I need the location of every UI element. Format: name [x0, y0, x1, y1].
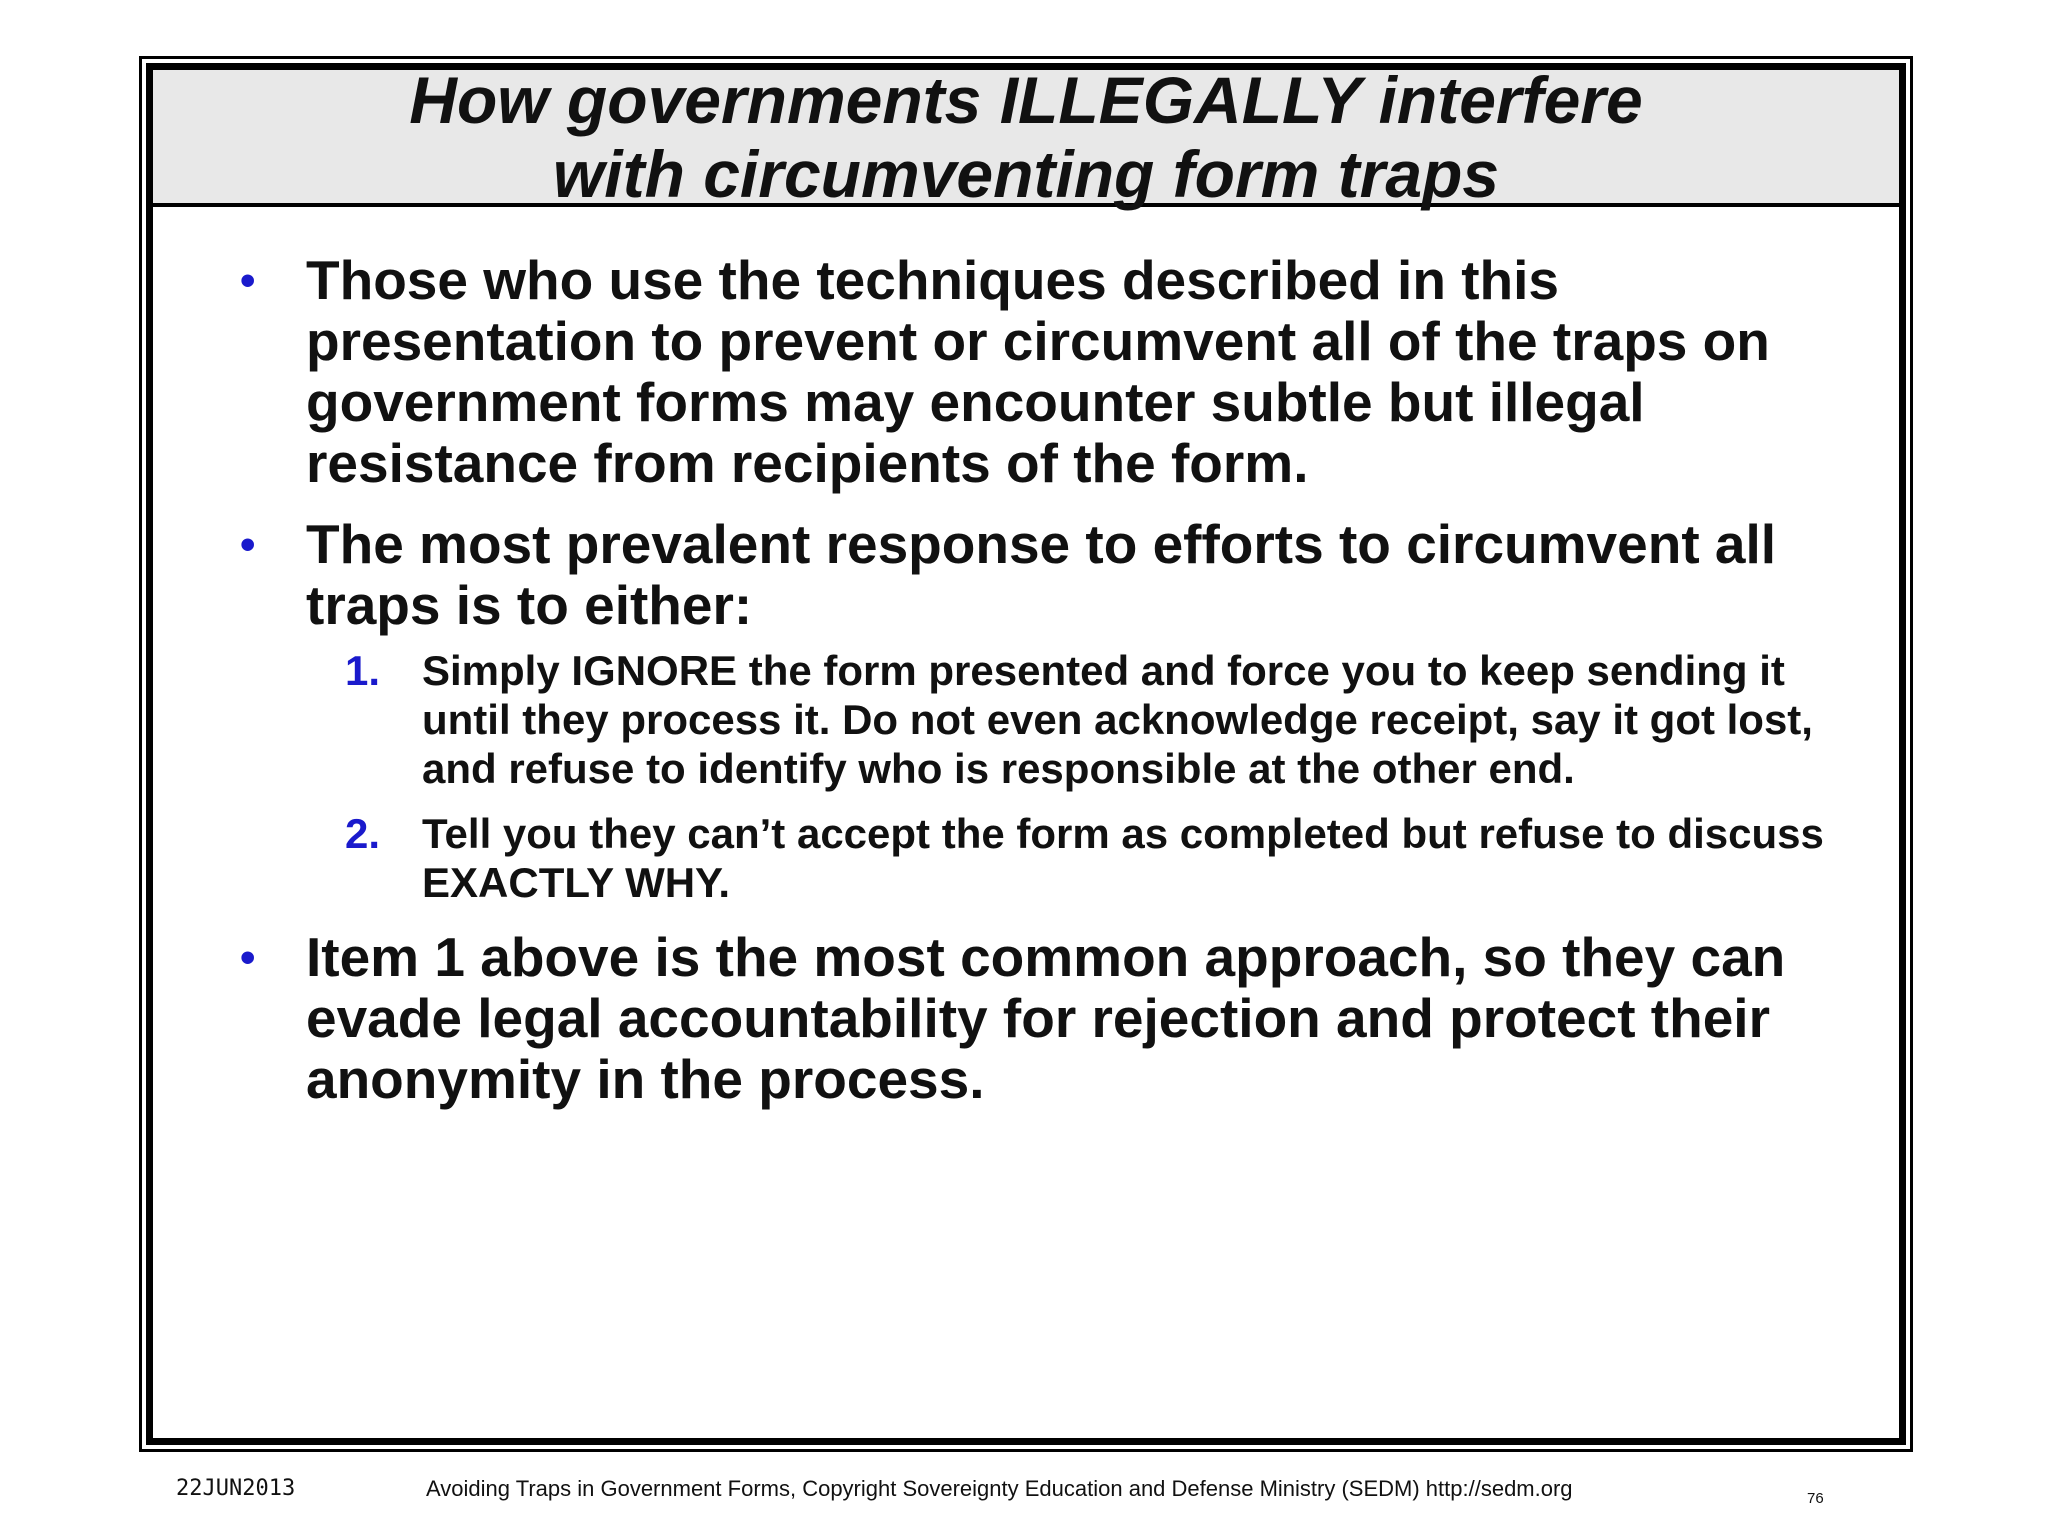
bullet-text: Item 1 above is the most common approach, so they can evade legal accountability for rejection and protect their anonymity in the process.: [306, 926, 1786, 1110]
item-text: Simply IGNORE the form presented and force you to keep sending it until they process it. Do not even acknowledge receipt, say it got lost, and refuse to identify who is responsible at the other end.: [422, 647, 1813, 792]
footer-page-number: 76: [1807, 1490, 1824, 1507]
slide-footer: [0, 1476, 2048, 1516]
numbered-sublist: [230, 646, 1850, 907]
bullet-icon: •: [240, 520, 256, 569]
numbered-item-2: [345, 809, 1850, 907]
footer-date: 22JUN2013: [176, 1476, 296, 1501]
item-number: 2.: [345, 810, 381, 857]
bullet-item-3: [230, 927, 1850, 1110]
footer-copyright: Avoiding Traps in Government Forms, Copyright Sovereignty Education and Defense Ministry (SEDM) http://sedm.org: [426, 1476, 1573, 1501]
bullet-text: The most prevalent response to efforts to circumvent all traps is to either:: [306, 513, 1777, 636]
numbered-item-1: [345, 646, 1850, 793]
slide-title-line-1: How governments ILLEGALLY interfere: [409, 62, 1643, 137]
item-text: Tell you they can’t accept the form as completed but refuse to discuss EXACTLY WHY.: [422, 810, 1824, 906]
bullet-icon: •: [240, 933, 256, 982]
bullet-text: Those who use the techniques described in this presentation to prevent or circumvent all of the traps on government forms may encounter subtle but illegal resistance from recipients of the form.: [306, 249, 1770, 494]
item-number: 1.: [345, 647, 381, 694]
slide-content: [230, 250, 1850, 1130]
bullet-item-2: [230, 514, 1850, 636]
bullet-item-1: [230, 250, 1850, 494]
bullet-icon: •: [240, 256, 256, 305]
slide-title-line-2: with circumventing form traps: [552, 136, 1500, 211]
title-band: [153, 62, 1899, 211]
